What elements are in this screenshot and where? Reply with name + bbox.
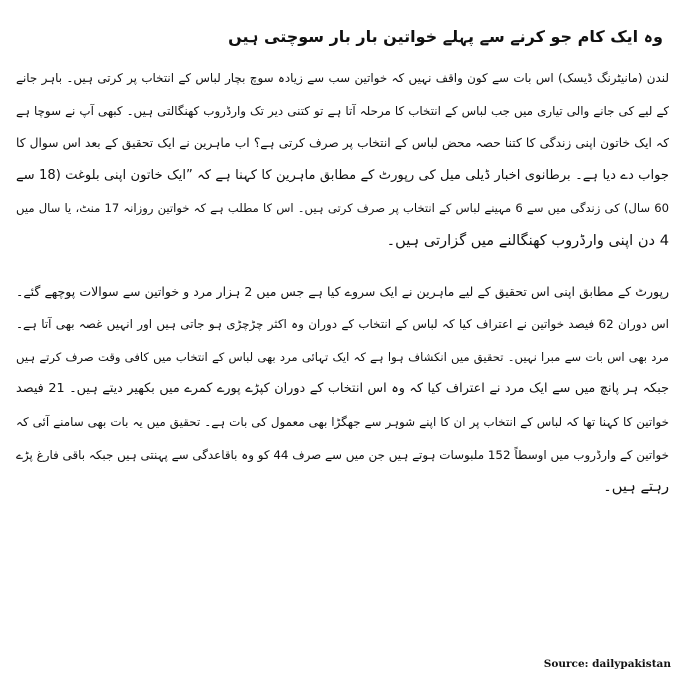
source-credit: Source: dailypakistan (543, 658, 671, 670)
paragraph-line: رہتے ہیں۔ (603, 478, 669, 496)
paragraph-line: رپورٹ کے مطابق اپنی اس تحقیق کے لیے ماہرین نے ایک سروے کیا ہے جس میں 2 ہزار مرد و خواتین سے سوالات پوچھے گئے۔ (16, 283, 669, 299)
paragraph-line: لندن (مانیٹرنگ ڈیسک) اس بات سے کون واقف نہیں کہ خواتین سب سے زیادہ سوچ بچار لباس کے انتخاب پر کرتی ہیں۔ باہر جانے (16, 71, 669, 85)
paragraph-line: خواتین کا کہنا تھا کہ لباس کے انتخاب پر ان کا اپنے شوہر سے جھگڑا بھی معمول کی بات ہے۔ تحقیق میں یہ بات بھی سامنے آئی کہ (16, 414, 669, 429)
paragraph-line: کہ ایک خاتون اپنی زندگی کا کتنا حصہ محض لباس کے انتخاب پر صرف کرتی ہے؟ اب ماہرین نے ایک تحقیق کے بعد اس سوال کا (16, 136, 669, 151)
paragraph-line: جواب دے دیا ہے۔ برطانوی اخبار ڈیلی میل کی رپورٹ کے مطابق ماہرین کا کہنا ہے کہ ”ایک خاتون اپنی بلوغت (18 سے (16, 167, 669, 183)
paragraph-line: 4 دن اپنی وارڈروب کھنگالنے میں گزارتی ہیں۔ (386, 231, 669, 249)
paragraph-line: خواتین کے وارڈروب میں اوسطاً 152 ملبوسات ہوتے ہیں جن میں سے صرف 44 کو وہ باقاعدگی سے پہنتی ہیں جبکہ باقی فارغ پڑے (16, 447, 669, 462)
paragraph-line: مرد بھی اس بات سے مبرا نہیں۔ تحقیق میں انکشاف ہوا ہے کہ ایک تہائی مرد بھی لباس کے انتخاب میں کافی وقت صرف کرتے ہیں (16, 349, 669, 364)
article-paragraph-2 (16, 276, 669, 504)
paragraph-line: جبکہ ہر پانچ میں سے ایک مرد نے اعتراف کیا کہ وہ اس انتخاب کے دوران کپڑے پورے کمرے میں بکھیر دیتے ہیں۔ 21 فیصد (16, 381, 669, 397)
article-headline: وہ ایک کام جو کرنے سے پہلے خواتین بار بار سوچتی ہیں (228, 27, 663, 46)
paragraph-line: 60 سال) کی زندگی میں سے 6 مہینے لباس کے انتخاب پر صرف کرتی ہیں۔ اس کا مطلب ہے کہ خواتین روزانہ 17 منٹ، یا سال میں (16, 201, 669, 216)
paragraph-line: کے لیے کی جانے والی تیاری میں جب لباس کے انتخاب کا مرحلہ آتا ہے تو کتنی دیر تک وارڈروب کھنگالتی ہیں۔ کبھی آپ نے سوچا ہے (16, 103, 669, 118)
paragraph-line: اس دوران 62 فیصد خواتین نے اعتراف کیا کہ لباس کے انتخاب کے دوران وہ اکثر چڑچڑی ہو جاتی ہیں اور انہیں غصہ بھی آتا ہے۔ (16, 317, 669, 332)
article-paragraph-1 (16, 62, 669, 258)
